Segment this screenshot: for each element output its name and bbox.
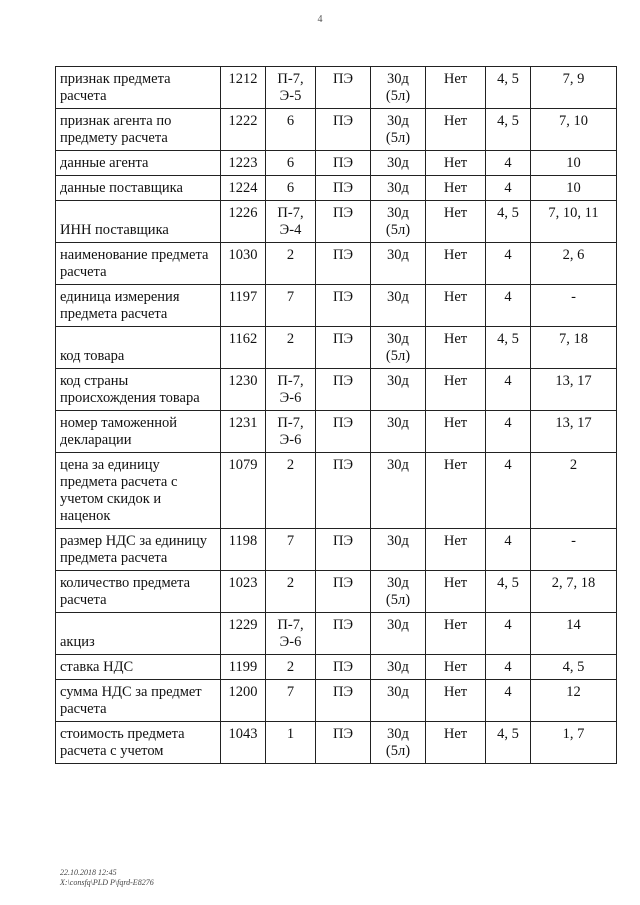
cell-versions-text: 4	[504, 457, 512, 473]
cell-code-text: 1200	[228, 684, 258, 700]
cell-name-text: ИНН поставщика	[60, 222, 169, 238]
cell-name-text: данные поставщика	[60, 180, 183, 196]
cell-pe	[316, 529, 371, 571]
cell-format-text: 6	[286, 180, 295, 196]
table-row	[56, 655, 617, 680]
table-row	[56, 680, 617, 722]
cell-name	[56, 369, 221, 411]
cell-versions-text: 4	[504, 415, 512, 431]
cell-flag	[426, 655, 486, 680]
cell-code	[221, 176, 266, 201]
cell-format-text: 2	[286, 457, 295, 473]
cell-flag-text: Нет	[443, 373, 468, 389]
cell-format	[266, 411, 316, 453]
cell-flag-text: Нет	[443, 726, 468, 742]
cell-flag	[426, 243, 486, 285]
cell-term	[371, 722, 426, 764]
cell-name	[56, 655, 221, 680]
cell-versions-text: 4	[504, 155, 512, 171]
table-row	[56, 571, 617, 613]
cell-pe-text: ПЭ	[332, 659, 354, 675]
cell-name	[56, 67, 221, 109]
cell-flag-text: Нет	[443, 575, 468, 591]
cell-notes-text: 10	[566, 155, 581, 171]
cell-format-text: П-7, Э-4	[277, 205, 304, 238]
cell-term-text: 30д	[387, 180, 409, 196]
cell-flag	[426, 571, 486, 613]
cell-pe	[316, 655, 371, 680]
cell-term	[371, 151, 426, 176]
cell-term	[371, 411, 426, 453]
cell-notes	[531, 369, 617, 411]
cell-versions-text: 4	[504, 617, 512, 633]
cell-name-text: код страны происхождения товара	[60, 373, 200, 406]
cell-versions-text: 4	[504, 180, 512, 196]
cell-term-text: 30д	[387, 457, 409, 473]
cell-pe	[316, 67, 371, 109]
cell-pe-text: ПЭ	[332, 457, 354, 473]
cell-versions	[486, 411, 531, 453]
cell-format-text: 2	[286, 659, 295, 675]
cell-format-text: 7	[286, 289, 295, 305]
cell-format-text: 2	[286, 575, 295, 591]
cell-pe-text: ПЭ	[332, 180, 354, 196]
cell-notes	[531, 529, 617, 571]
cell-term	[371, 285, 426, 327]
cell-flag	[426, 327, 486, 369]
cell-flag-text: Нет	[443, 415, 468, 431]
cell-notes-text: 2, 6	[562, 247, 585, 263]
cell-notes	[531, 201, 617, 243]
cell-pe-text: ПЭ	[332, 726, 354, 742]
cell-format-text: 7	[286, 533, 295, 549]
cell-code	[221, 411, 266, 453]
cell-flag-text: Нет	[443, 180, 468, 196]
table-row	[56, 285, 617, 327]
cell-flag-text: Нет	[443, 247, 468, 263]
cell-flag-text: Нет	[443, 684, 468, 700]
cell-flag-text: Нет	[443, 659, 468, 675]
cell-pe-text: ПЭ	[332, 617, 354, 633]
table-row	[56, 411, 617, 453]
cell-pe	[316, 453, 371, 529]
cell-format	[266, 201, 316, 243]
cell-pe	[316, 722, 371, 764]
cell-notes-text: 7, 9	[562, 71, 585, 87]
cell-name-text: код товара	[60, 348, 125, 364]
cell-versions-text: 4, 5	[497, 331, 519, 347]
cell-name	[56, 722, 221, 764]
cell-format	[266, 243, 316, 285]
cell-versions-text: 4, 5	[497, 71, 519, 87]
cell-versions	[486, 369, 531, 411]
cell-notes-text: 7, 18	[559, 331, 588, 347]
table-row	[56, 369, 617, 411]
cell-format	[266, 327, 316, 369]
cell-name-text: ставка НДС	[60, 659, 134, 675]
table-row	[56, 176, 617, 201]
table-row	[56, 243, 617, 285]
cell-format-text: 7	[286, 684, 295, 700]
cell-term	[371, 109, 426, 151]
cell-format	[266, 453, 316, 529]
cell-notes	[531, 176, 617, 201]
cell-code	[221, 327, 266, 369]
cell-pe	[316, 176, 371, 201]
cell-name-text: стоимость предмета расчета с учетом	[60, 726, 185, 759]
cell-term	[371, 176, 426, 201]
cell-versions-text: 4	[504, 684, 512, 700]
cell-name	[56, 411, 221, 453]
cell-term-text: 30д	[387, 289, 409, 305]
cell-name	[56, 285, 221, 327]
cell-code	[221, 109, 266, 151]
cell-pe	[316, 151, 371, 176]
cell-format	[266, 67, 316, 109]
cell-notes	[531, 67, 617, 109]
cell-flag	[426, 201, 486, 243]
cell-code	[221, 369, 266, 411]
table-body	[56, 67, 617, 764]
cell-name-text: номер таможенной декларации	[60, 415, 178, 448]
cell-versions	[486, 243, 531, 285]
cell-versions-text: 4	[504, 247, 512, 263]
cell-code-text: 1212	[228, 71, 258, 87]
cell-flag	[426, 613, 486, 655]
table-row	[56, 327, 617, 369]
cell-name-text: наименование предмета расчета	[60, 247, 209, 280]
cell-term-text: 30д	[387, 617, 409, 633]
cell-name-text: единица измерения предмета расчета	[60, 289, 180, 322]
cell-format-text: 2	[286, 331, 295, 347]
cell-notes	[531, 285, 617, 327]
cell-notes	[531, 453, 617, 529]
cell-code	[221, 453, 266, 529]
cell-code-text: 1222	[228, 113, 258, 129]
cell-code-text: 1079	[228, 457, 258, 473]
cell-notes	[531, 243, 617, 285]
cell-versions	[486, 201, 531, 243]
cell-versions	[486, 109, 531, 151]
cell-format	[266, 529, 316, 571]
cell-term-text: 30д (5л)	[385, 205, 411, 238]
table-row	[56, 613, 617, 655]
cell-code	[221, 613, 266, 655]
cell-pe-text: ПЭ	[332, 289, 354, 305]
cell-flag-text: Нет	[443, 617, 468, 633]
document-table	[55, 66, 617, 764]
table-row	[56, 67, 617, 109]
cell-format-text: П-7, Э-6	[277, 373, 304, 406]
cell-code-text: 1229	[228, 617, 258, 633]
cell-notes	[531, 680, 617, 722]
cell-pe-text: ПЭ	[332, 575, 354, 591]
cell-term-text: 30д (5л)	[385, 331, 411, 364]
cell-notes-text: -	[571, 533, 576, 549]
cell-name	[56, 453, 221, 529]
cell-versions	[486, 571, 531, 613]
cell-pe	[316, 201, 371, 243]
cell-pe-text: ПЭ	[332, 373, 354, 389]
cell-pe	[316, 680, 371, 722]
cell-code	[221, 529, 266, 571]
cell-pe-text: ПЭ	[332, 415, 354, 431]
cell-notes-text: 13, 17	[555, 373, 592, 389]
cell-code	[221, 722, 266, 764]
cell-name	[56, 176, 221, 201]
cell-format	[266, 369, 316, 411]
cell-flag-text: Нет	[443, 205, 468, 221]
cell-notes	[531, 655, 617, 680]
cell-term-text: 30д	[387, 247, 409, 263]
cell-name	[56, 151, 221, 176]
cell-code-text: 1230	[228, 373, 258, 389]
cell-flag-text: Нет	[443, 331, 468, 347]
cell-term-text: 30д (5л)	[385, 113, 411, 146]
cell-versions	[486, 613, 531, 655]
cell-flag	[426, 109, 486, 151]
cell-notes-text: 2	[569, 457, 578, 473]
cell-pe-text: ПЭ	[332, 533, 354, 549]
cell-term	[371, 327, 426, 369]
cell-term-text: 30д (5л)	[385, 726, 411, 759]
cell-notes	[531, 151, 617, 176]
cell-name	[56, 201, 221, 243]
cell-versions	[486, 453, 531, 529]
cell-versions-text: 4, 5	[497, 205, 519, 221]
cell-name	[56, 680, 221, 722]
cell-flag	[426, 151, 486, 176]
cell-code	[221, 201, 266, 243]
cell-format	[266, 176, 316, 201]
cell-versions-text: 4	[504, 373, 512, 389]
cell-term	[371, 571, 426, 613]
cell-flag	[426, 285, 486, 327]
table-row	[56, 201, 617, 243]
cell-code-text: 1198	[228, 533, 258, 549]
cell-code	[221, 655, 266, 680]
cell-notes-text: 7, 10, 11	[548, 205, 599, 221]
cell-code	[221, 243, 266, 285]
cell-pe	[316, 613, 371, 655]
cell-code-text: 1224	[228, 180, 258, 196]
cell-term	[371, 243, 426, 285]
cell-pe	[316, 571, 371, 613]
cell-term-text: 30д (5л)	[385, 71, 411, 104]
cell-flag-text: Нет	[443, 71, 468, 87]
cell-versions	[486, 327, 531, 369]
cell-notes	[531, 109, 617, 151]
cell-notes-text: 10	[566, 180, 581, 196]
cell-pe	[316, 369, 371, 411]
cell-name	[56, 109, 221, 151]
cell-pe-text: ПЭ	[332, 331, 354, 347]
cell-flag	[426, 453, 486, 529]
cell-versions	[486, 67, 531, 109]
cell-format	[266, 571, 316, 613]
cell-term	[371, 67, 426, 109]
cell-notes-text: 12	[566, 684, 581, 700]
cell-code-text: 1162	[228, 331, 258, 347]
cell-flag-text: Нет	[443, 457, 468, 473]
cell-format	[266, 109, 316, 151]
footer-path: X:\consfq\PLD P\fqrd-E8276	[60, 878, 154, 887]
page-number: 4	[317, 14, 323, 25]
cell-notes-text: 13, 17	[555, 415, 592, 431]
cell-notes-text: 7, 10	[559, 113, 588, 129]
cell-format	[266, 722, 316, 764]
cell-flag	[426, 529, 486, 571]
cell-notes	[531, 411, 617, 453]
cell-flag-text: Нет	[443, 155, 468, 171]
cell-term	[371, 453, 426, 529]
cell-format-text: П-7, Э-6	[277, 415, 304, 448]
cell-flag	[426, 411, 486, 453]
cell-code-text: 1043	[228, 726, 258, 742]
footer-date: 22.10.2018 12:45	[60, 868, 117, 877]
cell-term-text: 30д	[387, 155, 409, 171]
cell-pe	[316, 411, 371, 453]
cell-format	[266, 151, 316, 176]
cell-notes-text: 2, 7, 18	[551, 575, 596, 591]
cell-name-text: акциз	[60, 634, 95, 650]
cell-code-text: 1199	[228, 659, 258, 675]
cell-pe	[316, 109, 371, 151]
cell-notes-text: 4, 5	[562, 659, 585, 675]
cell-term	[371, 613, 426, 655]
cell-code	[221, 680, 266, 722]
cell-code-text: 1231	[228, 415, 258, 431]
cell-term	[371, 201, 426, 243]
cell-name	[56, 529, 221, 571]
cell-flag	[426, 67, 486, 109]
cell-format-text: 2	[286, 247, 295, 263]
cell-term	[371, 369, 426, 411]
cell-format-text: 6	[286, 155, 295, 171]
cell-pe	[316, 243, 371, 285]
cell-versions-text: 4, 5	[497, 113, 519, 129]
cell-flag	[426, 722, 486, 764]
footer-stamp	[60, 868, 154, 888]
cell-flag	[426, 369, 486, 411]
table-row	[56, 453, 617, 529]
cell-term-text: 30д	[387, 659, 409, 675]
table-row	[56, 529, 617, 571]
cell-term-text: 30д	[387, 373, 409, 389]
cell-notes	[531, 613, 617, 655]
cell-notes	[531, 722, 617, 764]
cell-name-text: цена за единицу предмета расчета с учетом скидок и наценок	[60, 457, 178, 524]
cell-versions-text: 4, 5	[497, 575, 519, 591]
cell-name-text: признак агента по предмету расчета	[60, 113, 172, 146]
cell-term-text: 30д	[387, 684, 409, 700]
cell-pe	[316, 285, 371, 327]
cell-format-text: П-7, Э-5	[277, 71, 304, 104]
cell-name	[56, 571, 221, 613]
cell-versions	[486, 722, 531, 764]
cell-code	[221, 151, 266, 176]
cell-notes	[531, 571, 617, 613]
cell-pe-text: ПЭ	[332, 71, 354, 87]
cell-name	[56, 243, 221, 285]
cell-notes-text: 14	[566, 617, 581, 633]
cell-pe-text: ПЭ	[332, 113, 354, 129]
cell-flag	[426, 176, 486, 201]
cell-code-text: 1030	[228, 247, 258, 263]
cell-name-text: размер НДС за единицу предмета расчета	[60, 533, 208, 566]
cell-term-text: 30д	[387, 415, 409, 431]
cell-pe-text: ПЭ	[332, 684, 354, 700]
table-row	[56, 109, 617, 151]
cell-format	[266, 613, 316, 655]
cell-notes-text: 1, 7	[562, 726, 585, 742]
cell-flag-text: Нет	[443, 289, 468, 305]
cell-versions	[486, 529, 531, 571]
cell-code-text: 1223	[228, 155, 258, 171]
cell-code-text: 1023	[228, 575, 258, 591]
cell-notes	[531, 327, 617, 369]
cell-versions	[486, 285, 531, 327]
table-row	[56, 151, 617, 176]
cell-versions	[486, 655, 531, 680]
cell-versions-text: 4	[504, 289, 512, 305]
cell-name-text: признак предмета расчета	[60, 71, 171, 104]
cell-versions-text: 4	[504, 659, 512, 675]
cell-format-text: 1	[286, 726, 295, 742]
cell-term	[371, 529, 426, 571]
cell-pe-text: ПЭ	[332, 155, 354, 171]
cell-format	[266, 655, 316, 680]
cell-format	[266, 680, 316, 722]
cell-code-text: 1226	[228, 205, 258, 221]
cell-notes-text: -	[571, 289, 576, 305]
cell-versions	[486, 176, 531, 201]
cell-name	[56, 327, 221, 369]
cell-term	[371, 655, 426, 680]
cell-term-text: 30д	[387, 533, 409, 549]
cell-code	[221, 285, 266, 327]
cell-pe-text: ПЭ	[332, 205, 354, 221]
cell-format-text: П-7, Э-6	[277, 617, 304, 650]
cell-flag	[426, 680, 486, 722]
cell-name-text: количество предмета расчета	[60, 575, 191, 608]
cell-pe	[316, 327, 371, 369]
cell-code	[221, 67, 266, 109]
cell-name	[56, 613, 221, 655]
cell-format-text: 6	[286, 113, 295, 129]
cell-versions	[486, 680, 531, 722]
cell-flag-text: Нет	[443, 533, 468, 549]
cell-term-text: 30д (5л)	[385, 575, 411, 608]
cell-term	[371, 680, 426, 722]
cell-flag-text: Нет	[443, 113, 468, 129]
cell-pe-text: ПЭ	[332, 247, 354, 263]
cell-name-text: сумма НДС за предмет расчета	[60, 684, 202, 717]
cell-code-text: 1197	[228, 289, 258, 305]
table-row	[56, 722, 617, 764]
cell-name-text: данные агента	[60, 155, 149, 171]
cell-code	[221, 571, 266, 613]
cell-versions	[486, 151, 531, 176]
cell-format	[266, 285, 316, 327]
cell-versions-text: 4, 5	[497, 726, 519, 742]
cell-versions-text: 4	[504, 533, 512, 549]
